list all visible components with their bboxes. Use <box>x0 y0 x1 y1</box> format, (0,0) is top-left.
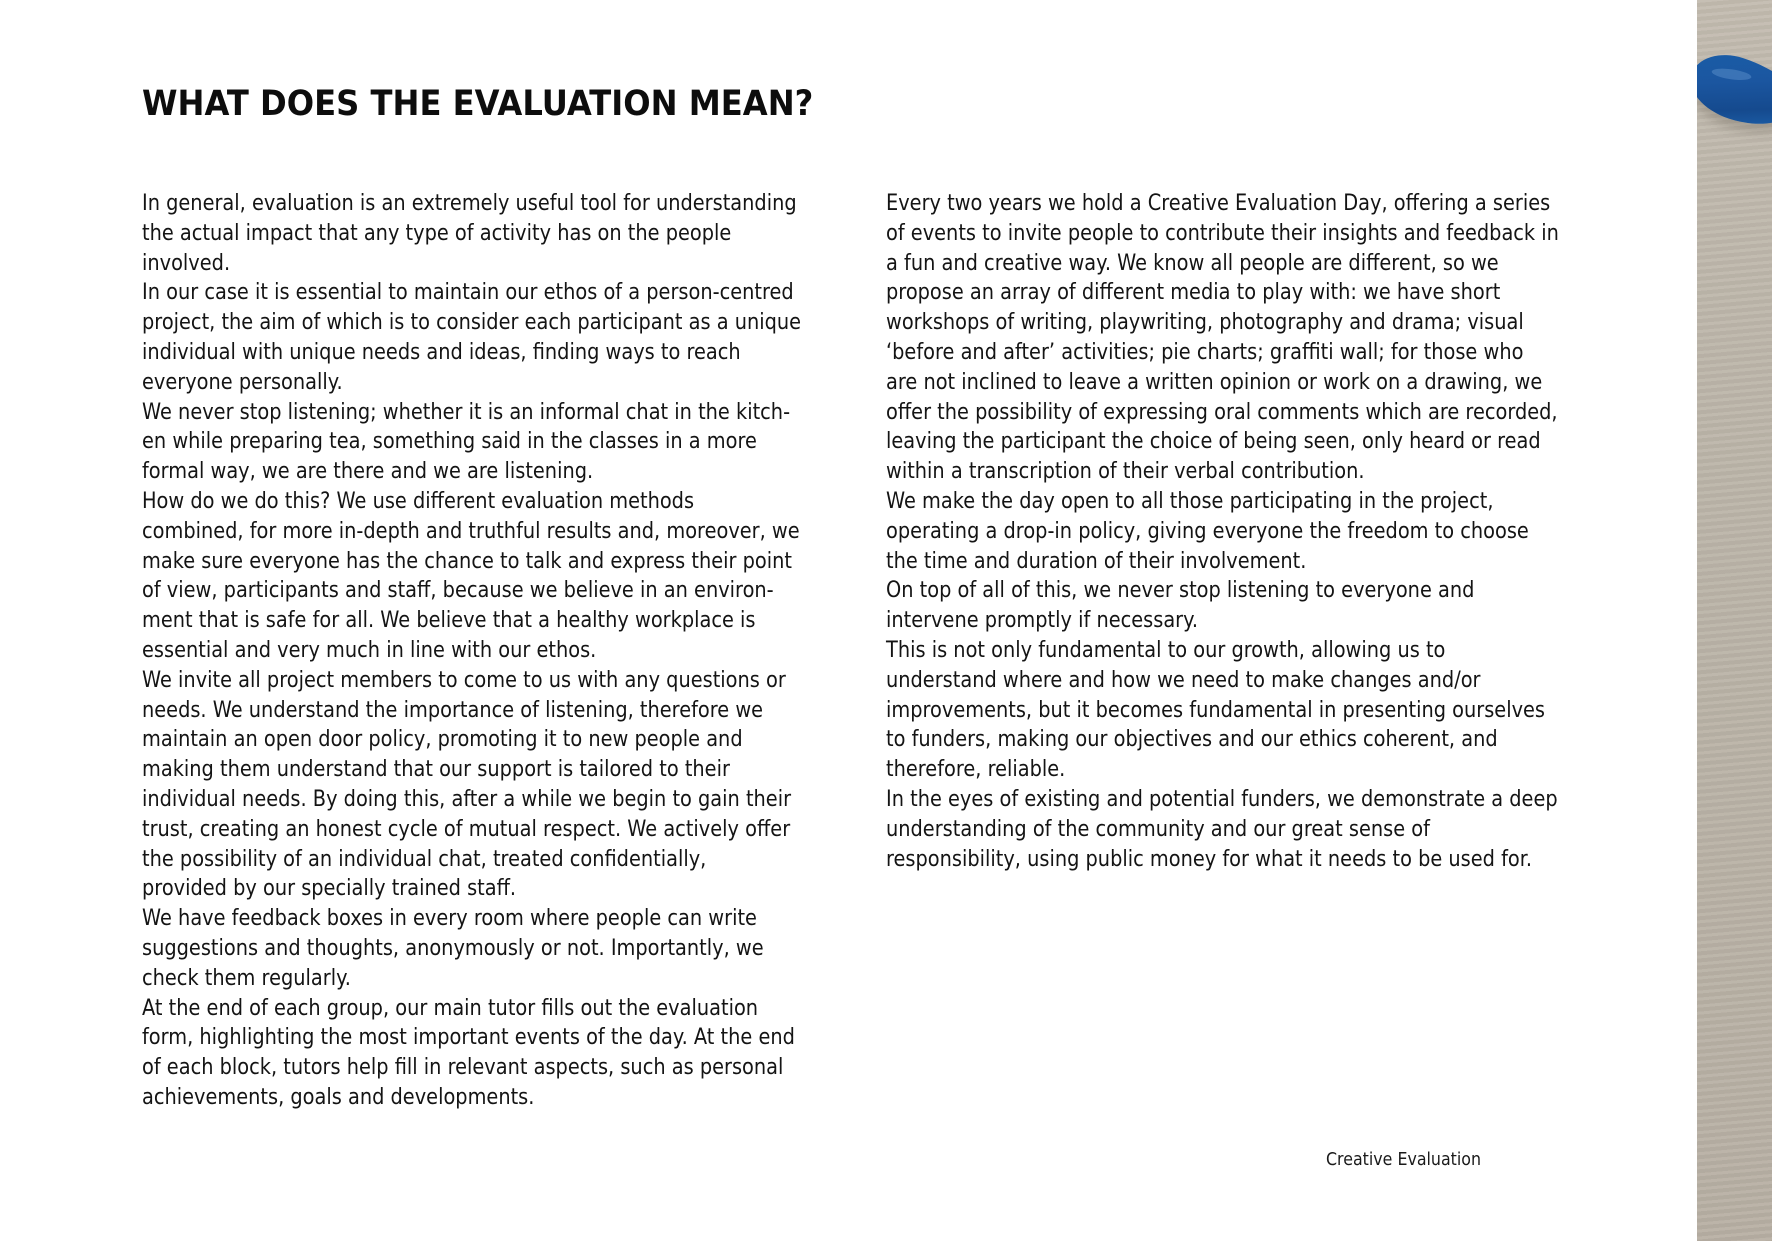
left-column-text-line: make sure everyone has the chance to talk and express their point <box>142 547 792 574</box>
left-column-text-line: of each block, tutors help fill in relevant aspects, such as personal <box>142 1054 784 1081</box>
left-column-text-line: needs. We understand the importance of listening, therefore we <box>142 696 764 723</box>
right-column-text-line: understanding of the community and our great sense of <box>886 815 1430 842</box>
left-column-text-line: check them regularly. <box>142 964 351 991</box>
left-column-text-line: maintain an open door policy, promoting it to new people and <box>142 726 743 753</box>
right-column-text-line: propose an array of different media to play with: we have short <box>886 279 1501 306</box>
right-column-text-line: This is not only fundamental to our growth, allowing us to <box>886 636 1446 663</box>
left-column-text-line: trust, creating an honest cycle of mutual respect. We actively offer <box>142 815 791 842</box>
right-column-text-line: a fun and creative way. We know all people are different, so we <box>886 249 1499 276</box>
left-column-text-line: suggestions and thoughts, anonymously or not. Importantly, we <box>142 934 764 961</box>
left-column-text-line: individual with unique needs and ideas, finding ways to reach <box>142 338 741 365</box>
right-column-text-line: offer the possibility of expressing oral comments which are recorded, <box>886 398 1558 425</box>
left-column-text-line: In general, evaluation is an extremely useful tool for understanding <box>142 190 797 216</box>
right-column-text-line: workshops of writing, playwriting, photography and drama; visual <box>886 309 1524 336</box>
right-column-text-line: improvements, but it becomes fundamental in presenting ourselves <box>886 696 1546 723</box>
right-column-text-line: are not inclined to leave a written opinion or work on a drawing, we <box>886 368 1543 395</box>
left-column-text-line: en while preparing tea, something said in the classes in a more <box>142 428 757 455</box>
wall-texture <box>1697 0 1772 1241</box>
left-column-text-line: At the end of each group, our main tutor fills out the evaluation <box>142 994 759 1021</box>
right-column-text-line: within a transcription of their verbal contribution. <box>886 458 1365 485</box>
left-column-text-line: In our case it is essential to maintain our ethos of a person-centred <box>142 279 794 306</box>
right-column-text-line: responsibility, using public money for what it needs to be used for. <box>886 845 1533 872</box>
left-column-text-line: the actual impact that any type of activity has on the people <box>142 219 732 246</box>
page-footer: Creative Evaluation <box>1326 1149 1482 1170</box>
decorative-photo-strip <box>1697 0 1772 1241</box>
left-column-text-line: We invite all project members to come to us with any questions or <box>142 666 786 693</box>
left-column-text-line: the possibility of an individual chat, treated confidentially, <box>142 845 707 872</box>
left-column-text-line: making them understand that our support is tailored to their <box>142 756 730 783</box>
right-column-text-line: operating a drop-in policy, giving everyone the freedom to choose <box>886 517 1529 544</box>
left-column-text-line: involved. <box>142 249 231 276</box>
left-column-text-line: We never stop listening; whether it is an informal chat in the kitch- <box>142 398 791 425</box>
left-column-text-line: combined, for more in-depth and truthful results and, moreover, we <box>142 517 800 544</box>
right-column-text-line: ‘before and after’ activities; pie charts; graffiti wall; for those who <box>886 338 1524 365</box>
right-column-text-line: Every two years we hold a Creative Evaluation Day, offering a series <box>886 190 1551 216</box>
left-column-text-line: achievements, goals and developments. <box>142 1083 535 1110</box>
left-column-text-line: individual needs. By doing this, after a while we begin to gain their <box>142 785 792 812</box>
page-title: WHAT DOES THE EVALUATION MEAN? <box>142 84 814 124</box>
left-column-text-line: We have feedback boxes in every room where people can write <box>142 905 757 932</box>
left-column-text-line: formal way, we are there and we are listening. <box>142 458 594 485</box>
right-column-text-line: On top of all of this, we never stop listening to everyone and <box>886 577 1475 604</box>
right-column <box>886 189 1646 874</box>
right-column-text-line: the time and duration of their involvement. <box>886 547 1307 574</box>
left-column-text-line: essential and very much in line with our ethos. <box>142 636 597 663</box>
left-column-text-line: everyone personally. <box>142 368 343 395</box>
left-column-text-line: provided by our specially trained staff. <box>142 875 517 902</box>
left-column <box>142 189 902 1113</box>
right-column-text-line: leaving the participant the choice of being seen, only heard or read <box>886 428 1541 455</box>
left-column-text-line: project, the aim of which is to consider each participant as a unique <box>142 309 802 336</box>
left-column-text-line: of view, participants and staff, because we believe in an environ- <box>142 577 774 604</box>
left-column-text-line: How do we do this? We use different evaluation methods <box>142 487 695 514</box>
left-column-text-line: ment that is safe for all. We believe that a healthy workplace is <box>142 607 756 634</box>
left-column-text-line: form, highlighting the most important events of the day. At the end <box>142 1024 795 1051</box>
right-column-text-line: understand where and how we need to make changes and/or <box>886 666 1481 693</box>
right-column-text-line: We make the day open to all those participating in the project, <box>886 487 1494 514</box>
right-column-text-line: intervene promptly if necessary. <box>886 607 1198 634</box>
right-column-text-line: In the eyes of existing and potential funders, we demonstrate a deep <box>886 785 1558 812</box>
right-column-text-line: of events to invite people to contribute their insights and feedback in <box>886 219 1559 246</box>
right-column-text-line: to funders, making our objectives and our ethics coherent, and <box>886 726 1498 753</box>
right-column-text-line: therefore, reliable. <box>886 756 1066 783</box>
